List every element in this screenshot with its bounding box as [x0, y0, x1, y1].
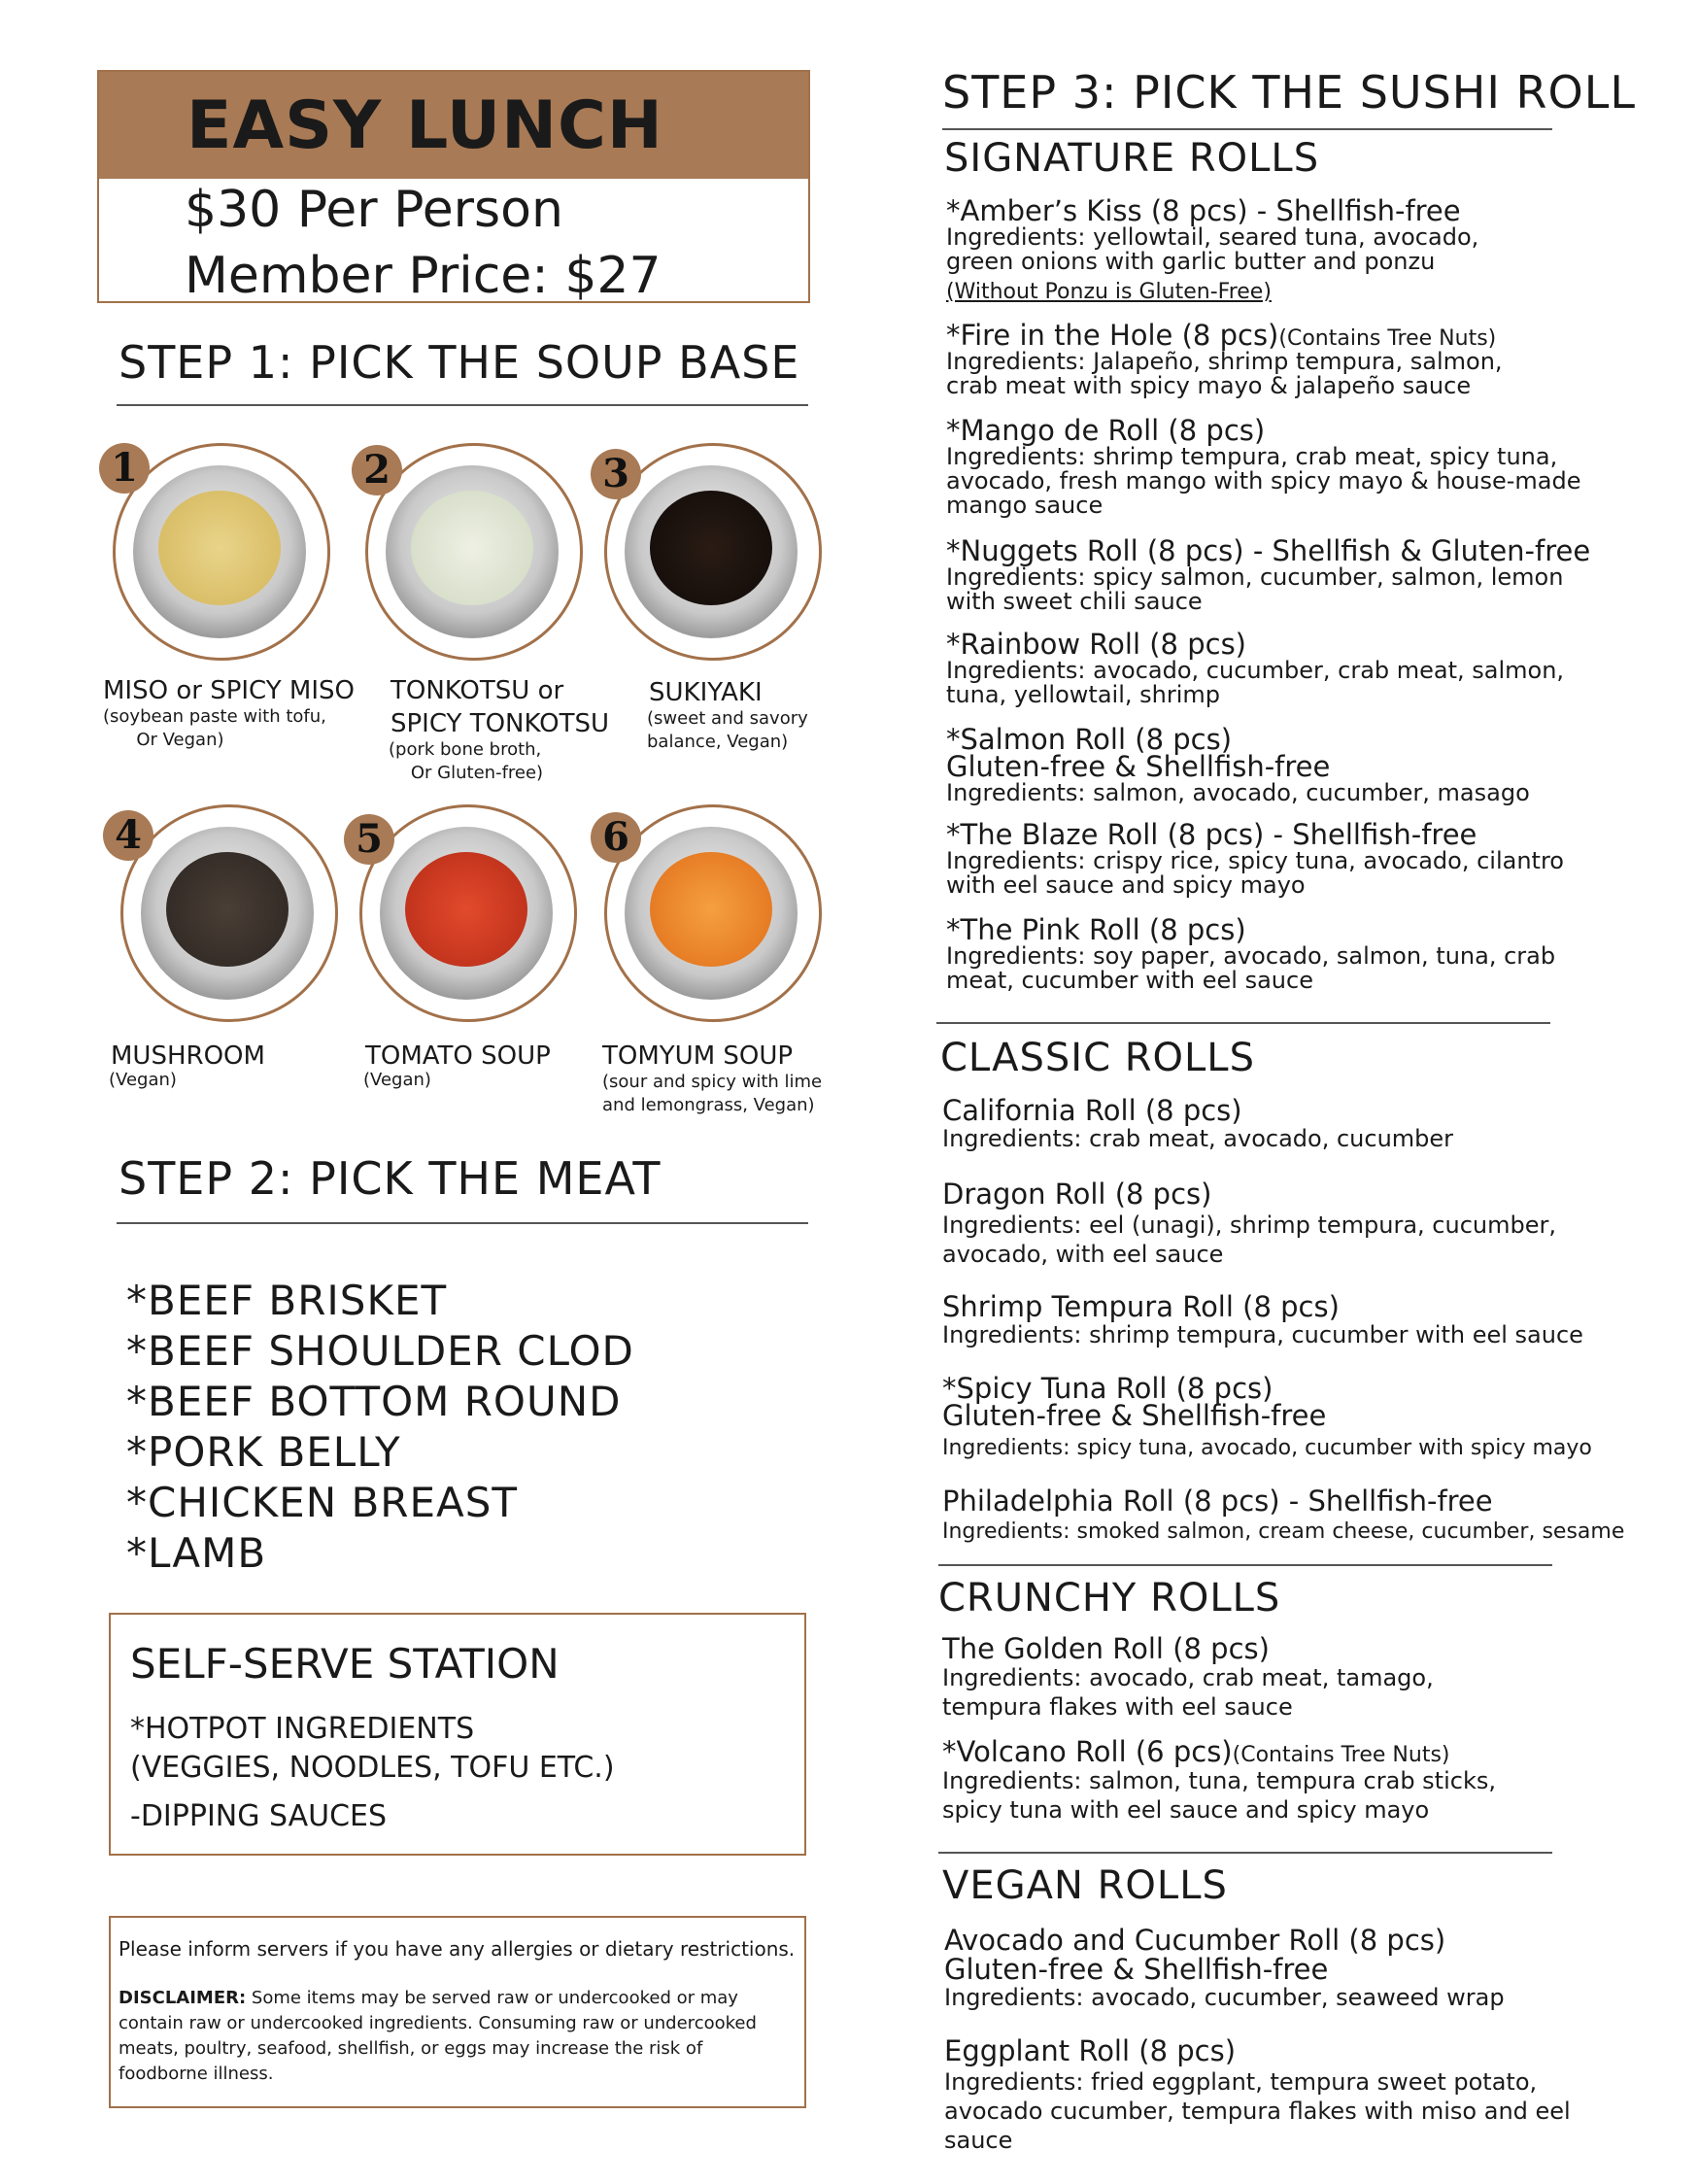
roll-name-text: *Volcano Roll (6 pcs): [942, 1735, 1233, 1768]
soup-name: MISO or SPICY MISO: [103, 676, 355, 705]
section-rule: [938, 1852, 1552, 1854]
soup-name: TONKOTSU or: [391, 676, 564, 705]
roll-name[interactable]: *The Blaze Roll (8 pcs) - Shellfish-free: [946, 818, 1477, 851]
roll-ingredients: Ingredients: crab meat, avocado, cucumber: [942, 1125, 1454, 1152]
roll-ingredients: Ingredients: fried eggplant, tempura sweet potato, avocado cucumber, tempura flakes with miso and eel sauce: [944, 2068, 1571, 2154]
roll-name[interactable]: California Roll (8 pcs): [942, 1094, 1242, 1127]
roll-ingredients: Ingredients: soy paper, avocado, salmon, tuna, crab meat, cucumber with eel sauce: [946, 942, 1556, 994]
roll-name[interactable]: *The Pink Roll (8 pcs): [946, 913, 1246, 946]
meat-option[interactable]: *BEEF BRISKET: [126, 1277, 448, 1324]
roll-name[interactable]: Dragon Roll (8 pcs): [942, 1177, 1212, 1211]
category-classic: CLASSIC ROLLS: [940, 1036, 1255, 1080]
roll-name[interactable]: Shrimp Tempura Roll (8 pcs): [942, 1290, 1340, 1323]
menu-title: EASY LUNCH: [187, 87, 663, 164]
station-line: *HOTPOT INGREDIENTS: [130, 1712, 475, 1746]
station-line: (VEGGIES, NOODLES, TOFU ETC.): [130, 1751, 615, 1785]
soup-desc: (Vegan): [109, 1070, 177, 1090]
roll-name[interactable]: *Amber’s Kiss (8 pcs) - Shellfish-free: [946, 194, 1461, 227]
roll-name[interactable]: [946, 319, 1496, 352]
roll-ingredients: Ingredients: Jalapeño, shrimp tempura, salmon, crab meat with spicy mayo & jalapeño sauce: [946, 348, 1503, 399]
roll-name[interactable]: The Golden Roll (8 pcs): [942, 1632, 1270, 1665]
roll-name[interactable]: *Spicy Tuna Roll (8 pcs): [942, 1372, 1274, 1405]
roll-ingredients: Ingredients: smoked salmon, cream cheese, cucumber, sesame: [942, 1519, 1625, 1544]
roll-ingredients: Ingredients: shrimp tempura, crab meat, spicy tuna, avocado, fresh mango with spicy mayo & house-made mango sauce: [946, 443, 1581, 519]
soup-name-2: SPICY TONKOTSU: [391, 709, 609, 738]
roll-note: (Without Ponzu is Gluten-Free): [946, 280, 1272, 304]
roll-ingredients: Ingredients: avocado, cucumber, crab meat, salmon, tuna, yellowtail, shrimp: [946, 657, 1565, 708]
roll-tag: (Contains Tree Nuts): [1278, 326, 1497, 351]
roll-subtitle: Gluten-free & Shellfish-free: [942, 1399, 1327, 1432]
roll-name[interactable]: Philadelphia Roll (8 pcs) - Shellfish-free: [942, 1484, 1493, 1518]
roll-name[interactable]: Avocado and Cucumber Roll (8 pcs): [944, 1924, 1446, 1957]
soup-number: 2: [352, 445, 402, 495]
soup-desc: (sweet and savory balance, Vegan): [647, 708, 808, 752]
roll-name[interactable]: *Nuggets Roll (8 pcs) - Shellfish & Gluten-free: [946, 534, 1591, 567]
roll-tag: (Contains Tree Nuts): [1232, 1743, 1450, 1767]
step3-rule: [942, 128, 1552, 130]
self-serve-station: [109, 1613, 806, 1856]
disclaimer-body: Some items may be served raw or undercooked or may contain raw or undercooked ingredients. Consuming raw or undercooked meats, poultry, seafood, shellfish, or eggs may increase the risk of foodborne illness.: [119, 1988, 757, 2084]
roll-ingredients: Ingredients: crispy rice, spicy tuna, avocado, cilantro with eel sauce and spicy mayo: [946, 847, 1564, 899]
step1-title: STEP 1: PICK THE SOUP BASE: [119, 336, 800, 389]
roll-ingredients: Ingredients: spicy tuna, avocado, cucumber with spicy mayo: [942, 1436, 1592, 1460]
roll-name[interactable]: Eggplant Roll (8 pcs): [944, 2034, 1237, 2067]
section-rule: [938, 1564, 1552, 1566]
meat-option[interactable]: *BEEF SHOULDER CLOD: [126, 1327, 634, 1375]
disclaimer-text: [119, 1986, 789, 2087]
meat-option[interactable]: *BEEF BOTTOM ROUND: [126, 1378, 622, 1425]
roll-subtitle: Gluten-free & Shellfish-free: [944, 1953, 1329, 1986]
roll-ingredients: Ingredients: shrimp tempura, cucumber with eel sauce: [942, 1321, 1583, 1348]
soup-number: 3: [591, 449, 641, 499]
soup-desc: (sour and spicy with lime and lemongrass, Vegan): [602, 1072, 823, 1115]
category-vegan: VEGAN ROLLS: [942, 1863, 1228, 1908]
step3-title: STEP 3: PICK THE SUSHI ROLL: [942, 66, 1636, 119]
roll-name[interactable]: *Salmon Roll (8 pcs): [946, 723, 1233, 756]
roll-ingredients: Ingredients: salmon, avocado, cucumber, masago: [946, 779, 1530, 806]
soup-desc: (soybean paste with tofu, Or Vegan): [103, 706, 326, 750]
soup-number: 4: [103, 810, 153, 861]
category-signature: SIGNATURE ROLLS: [944, 136, 1320, 181]
meat-option[interactable]: *LAMB: [126, 1529, 267, 1577]
roll-ingredients: Ingredients: yellowtail, seared tuna, avocado, green onions with garlic butter and ponzu: [946, 223, 1479, 275]
roll-name[interactable]: *Rainbow Roll (8 pcs): [946, 628, 1246, 661]
price-per-person: $30 Per Person: [185, 181, 563, 239]
roll-ingredients: Ingredients: avocado, cucumber, seaweed wrap: [944, 1984, 1505, 2011]
soup-desc: (pork bone broth, Or Gluten-free): [389, 739, 544, 783]
roll-name[interactable]: [942, 1735, 1450, 1768]
section-rule: [936, 1022, 1550, 1024]
soup-desc: (Vegan): [363, 1070, 431, 1090]
allergy-note: Please inform servers if you have any allergies or dietary restrictions.: [119, 1937, 796, 1961]
roll-subtitle: Gluten-free & Shellfish-free: [946, 750, 1331, 783]
soup-name: MUSHROOM: [111, 1041, 265, 1071]
soup-number: 6: [591, 812, 641, 863]
roll-ingredients: Ingredients: spicy salmon, cucumber, salmon, lemon with sweet chili sauce: [946, 563, 1564, 615]
step1-rule: [117, 404, 808, 406]
member-price: Member Price: $27: [185, 247, 662, 305]
price-header: [97, 70, 810, 303]
soup-name: TOMATO SOUP: [365, 1041, 551, 1071]
roll-ingredients: Ingredients: salmon, tuna, tempura crab sticks, spicy tuna with eel sauce and spicy mayo: [942, 1767, 1496, 1824]
roll-ingredients: Ingredients: avocado, crab meat, tamago, tempura flakes with eel sauce: [942, 1664, 1434, 1721]
soup-number: 1: [99, 443, 150, 494]
meat-option[interactable]: *PORK BELLY: [126, 1428, 401, 1476]
meat-option[interactable]: *CHICKEN BREAST: [126, 1479, 519, 1526]
station-line: -DIPPING SAUCES: [130, 1799, 388, 1833]
disclaimer-label: DISCLAIMER:: [119, 1988, 247, 2008]
step2-rule: [117, 1222, 808, 1224]
roll-ingredients: Ingredients: eel (unagi), shrimp tempura, cucumber, avocado, with eel sauce: [942, 1211, 1556, 1268]
station-title: SELF-SERVE STATION: [130, 1640, 560, 1688]
soup-name: SUKIYAKI: [649, 678, 763, 707]
category-crunchy: CRUNCHY ROLLS: [938, 1576, 1281, 1621]
roll-name[interactable]: *Mango de Roll (8 pcs): [946, 414, 1266, 447]
step2-title: STEP 2: PICK THE MEAT: [119, 1152, 662, 1205]
right-column: [913, 0, 1698, 2184]
soup-number: 5: [344, 814, 394, 865]
soup-name: TOMYUM SOUP: [602, 1041, 794, 1071]
roll-name-text: *Fire in the Hole (8 pcs): [946, 319, 1279, 352]
disclaimer-box: [109, 1916, 806, 2108]
